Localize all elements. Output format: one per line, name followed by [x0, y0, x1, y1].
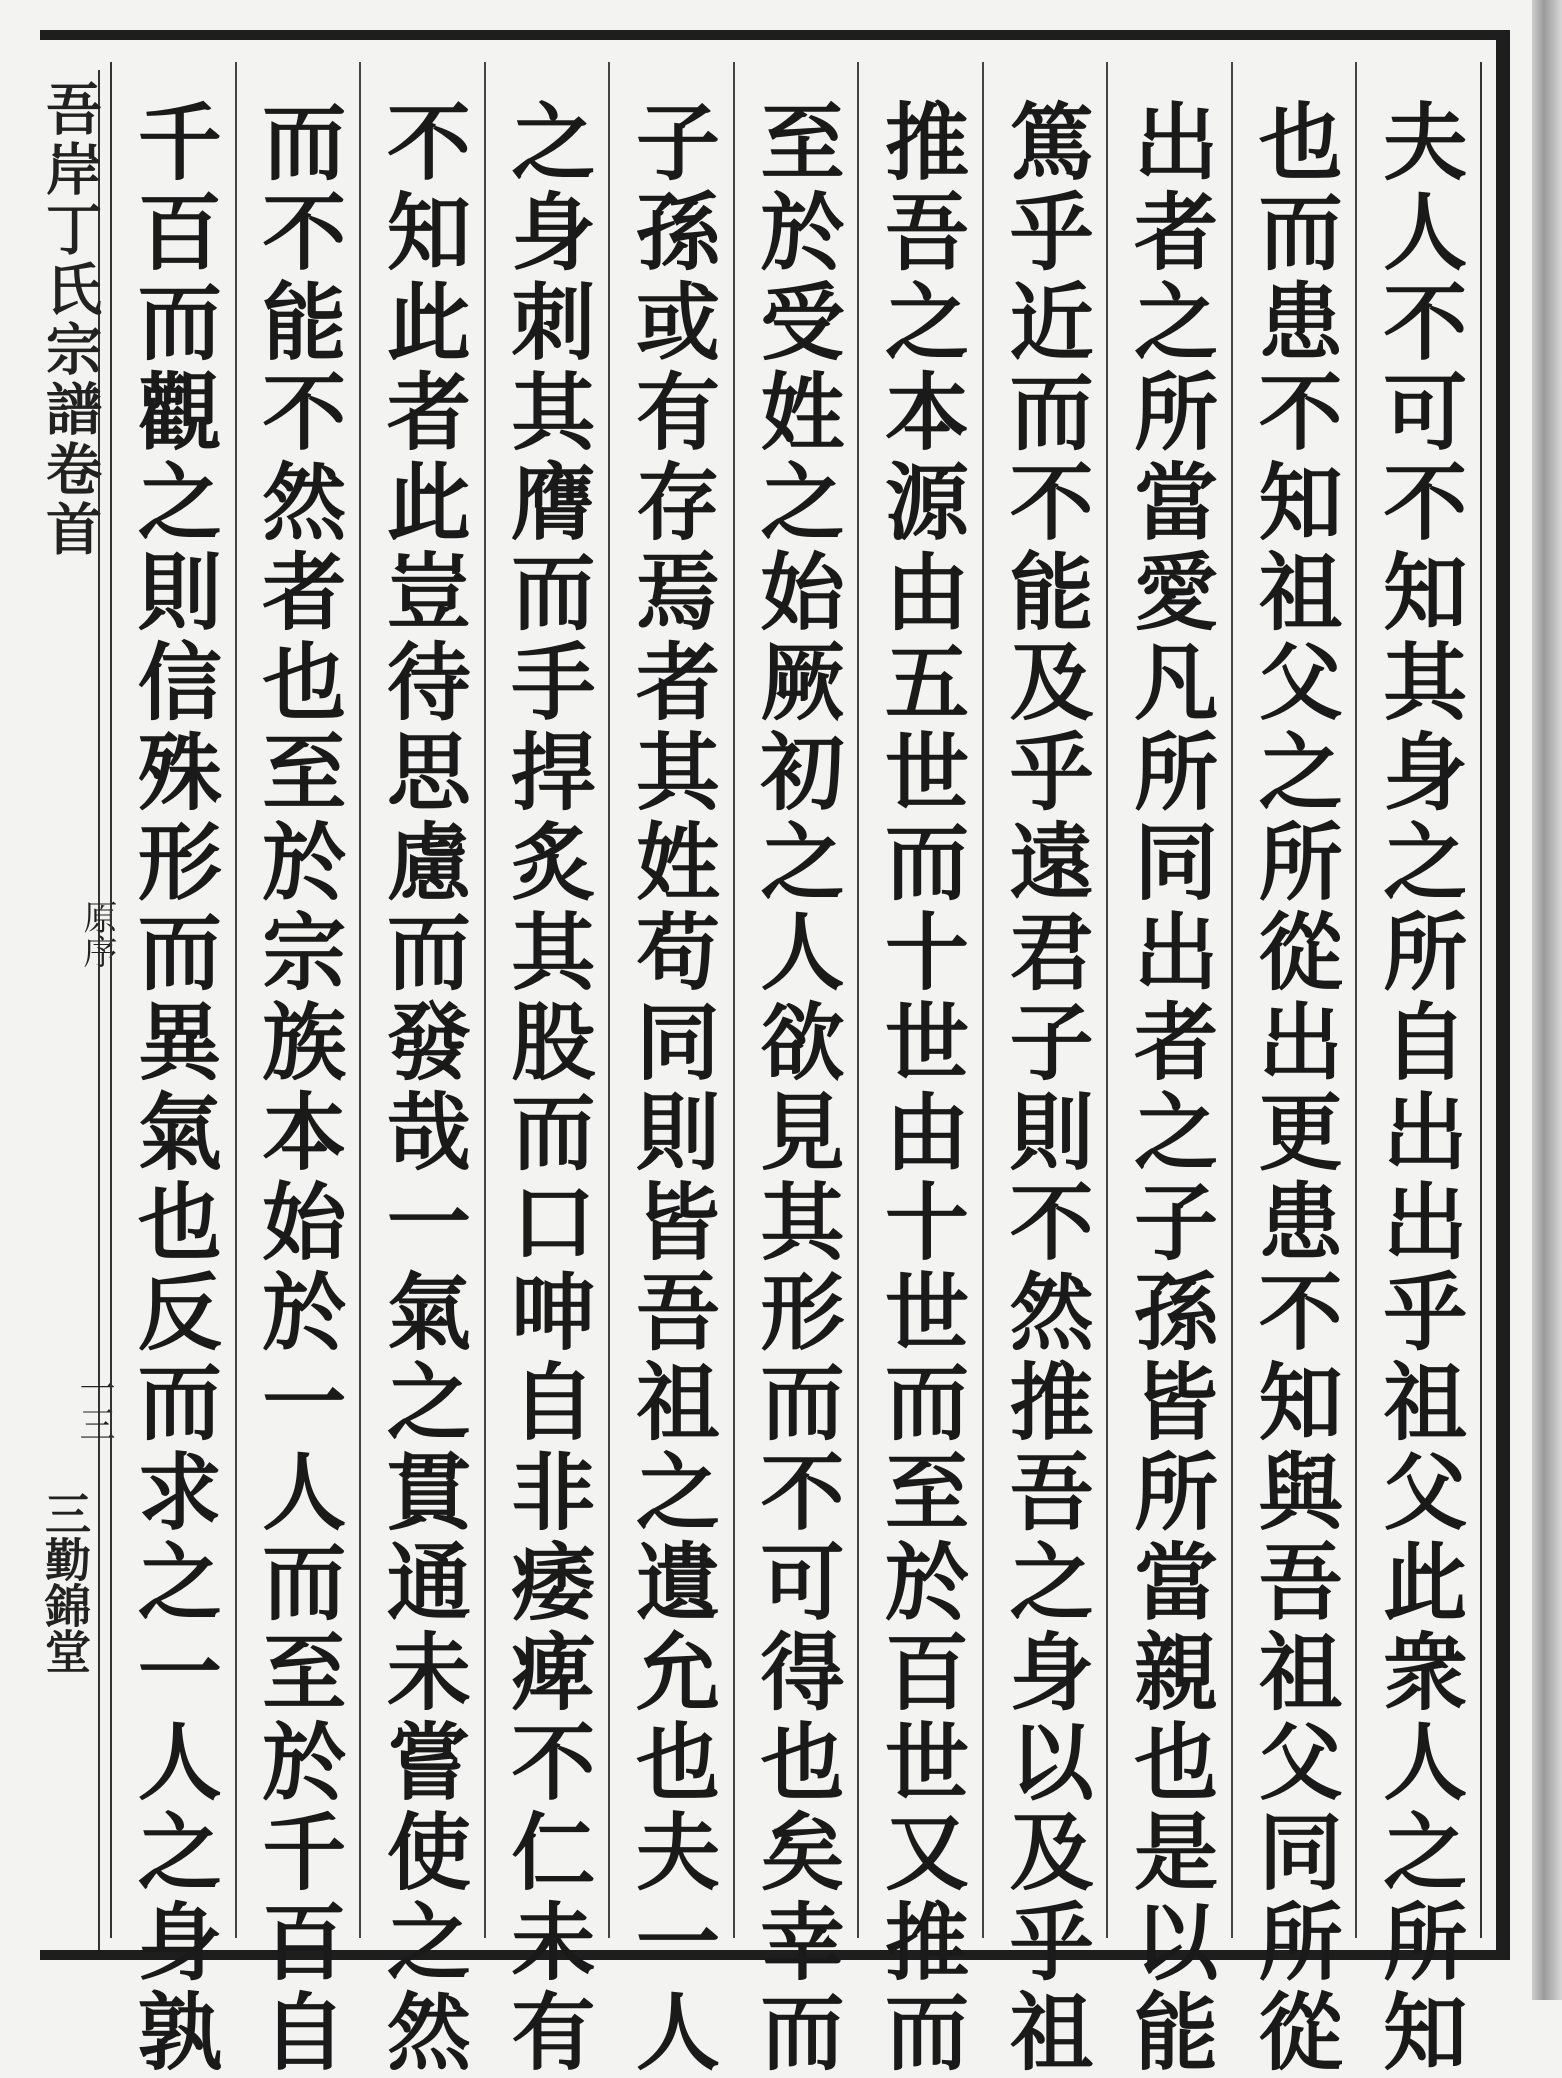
- folio-number: 一三: [74, 1370, 115, 1442]
- text-column: [1355, 62, 1480, 2078]
- text-column: [112, 62, 235, 2078]
- text-columns: [110, 62, 1482, 2078]
- book-spine-edge: [1532, 0, 1562, 2000]
- text-column: [857, 62, 982, 2078]
- section-label: 原序: [77, 900, 117, 968]
- volume-label: 卷首: [37, 440, 103, 560]
- column-text: 夫人不可不知其身之所自出出乎祖父此衆人之所知: [1369, 98, 1469, 2078]
- text-column: [235, 62, 360, 2078]
- text-column: [359, 62, 484, 2078]
- column-text: 出者之所當愛凡所同出者之子孫皆所當親也是以能: [1120, 98, 1220, 2078]
- column-text: 至於受姓之始厥初之人欲見其形而不可得也矣幸而: [746, 98, 846, 2078]
- text-column: [982, 62, 1107, 2078]
- column-text: 之身刺其膺而手捍炙其股而口呻自非痿痺不仁未有: [497, 98, 597, 2078]
- column-text: 也而患不知祖父之所從出更患不知與吾祖父同所從: [1245, 98, 1345, 2078]
- column-text: 篤乎近而不能及乎遠君子則不然推吾之身以及乎祖: [996, 98, 1096, 2078]
- running-title: 吾岸丁氏宗譜卷首: [37, 80, 103, 560]
- text-column: [1106, 62, 1231, 2078]
- text-column: [484, 62, 609, 2078]
- column-text: 千百而觀之則信殊形而異氣也反而求之一人之身孰: [124, 98, 224, 2078]
- hall-name: 三勤錦堂: [38, 1490, 92, 1674]
- column-text: 而不能不然者也至於宗族本始於一人而至於千百自: [248, 98, 348, 2078]
- column-text: 推吾之本源由五世而十世由十世而至於百世又推而: [871, 98, 971, 2078]
- text-column: [608, 62, 733, 2078]
- text-column: [733, 62, 858, 2078]
- margin-strip: [37, 70, 117, 1950]
- text-column: [1231, 62, 1356, 2078]
- column-text: 子孫或有存焉者其姓苟同則皆吾祖之遺允也夫一人: [622, 98, 722, 2078]
- column-text: 不知此者此豈待思慮而發哉一氣之貫通未嘗使之然: [373, 98, 473, 2078]
